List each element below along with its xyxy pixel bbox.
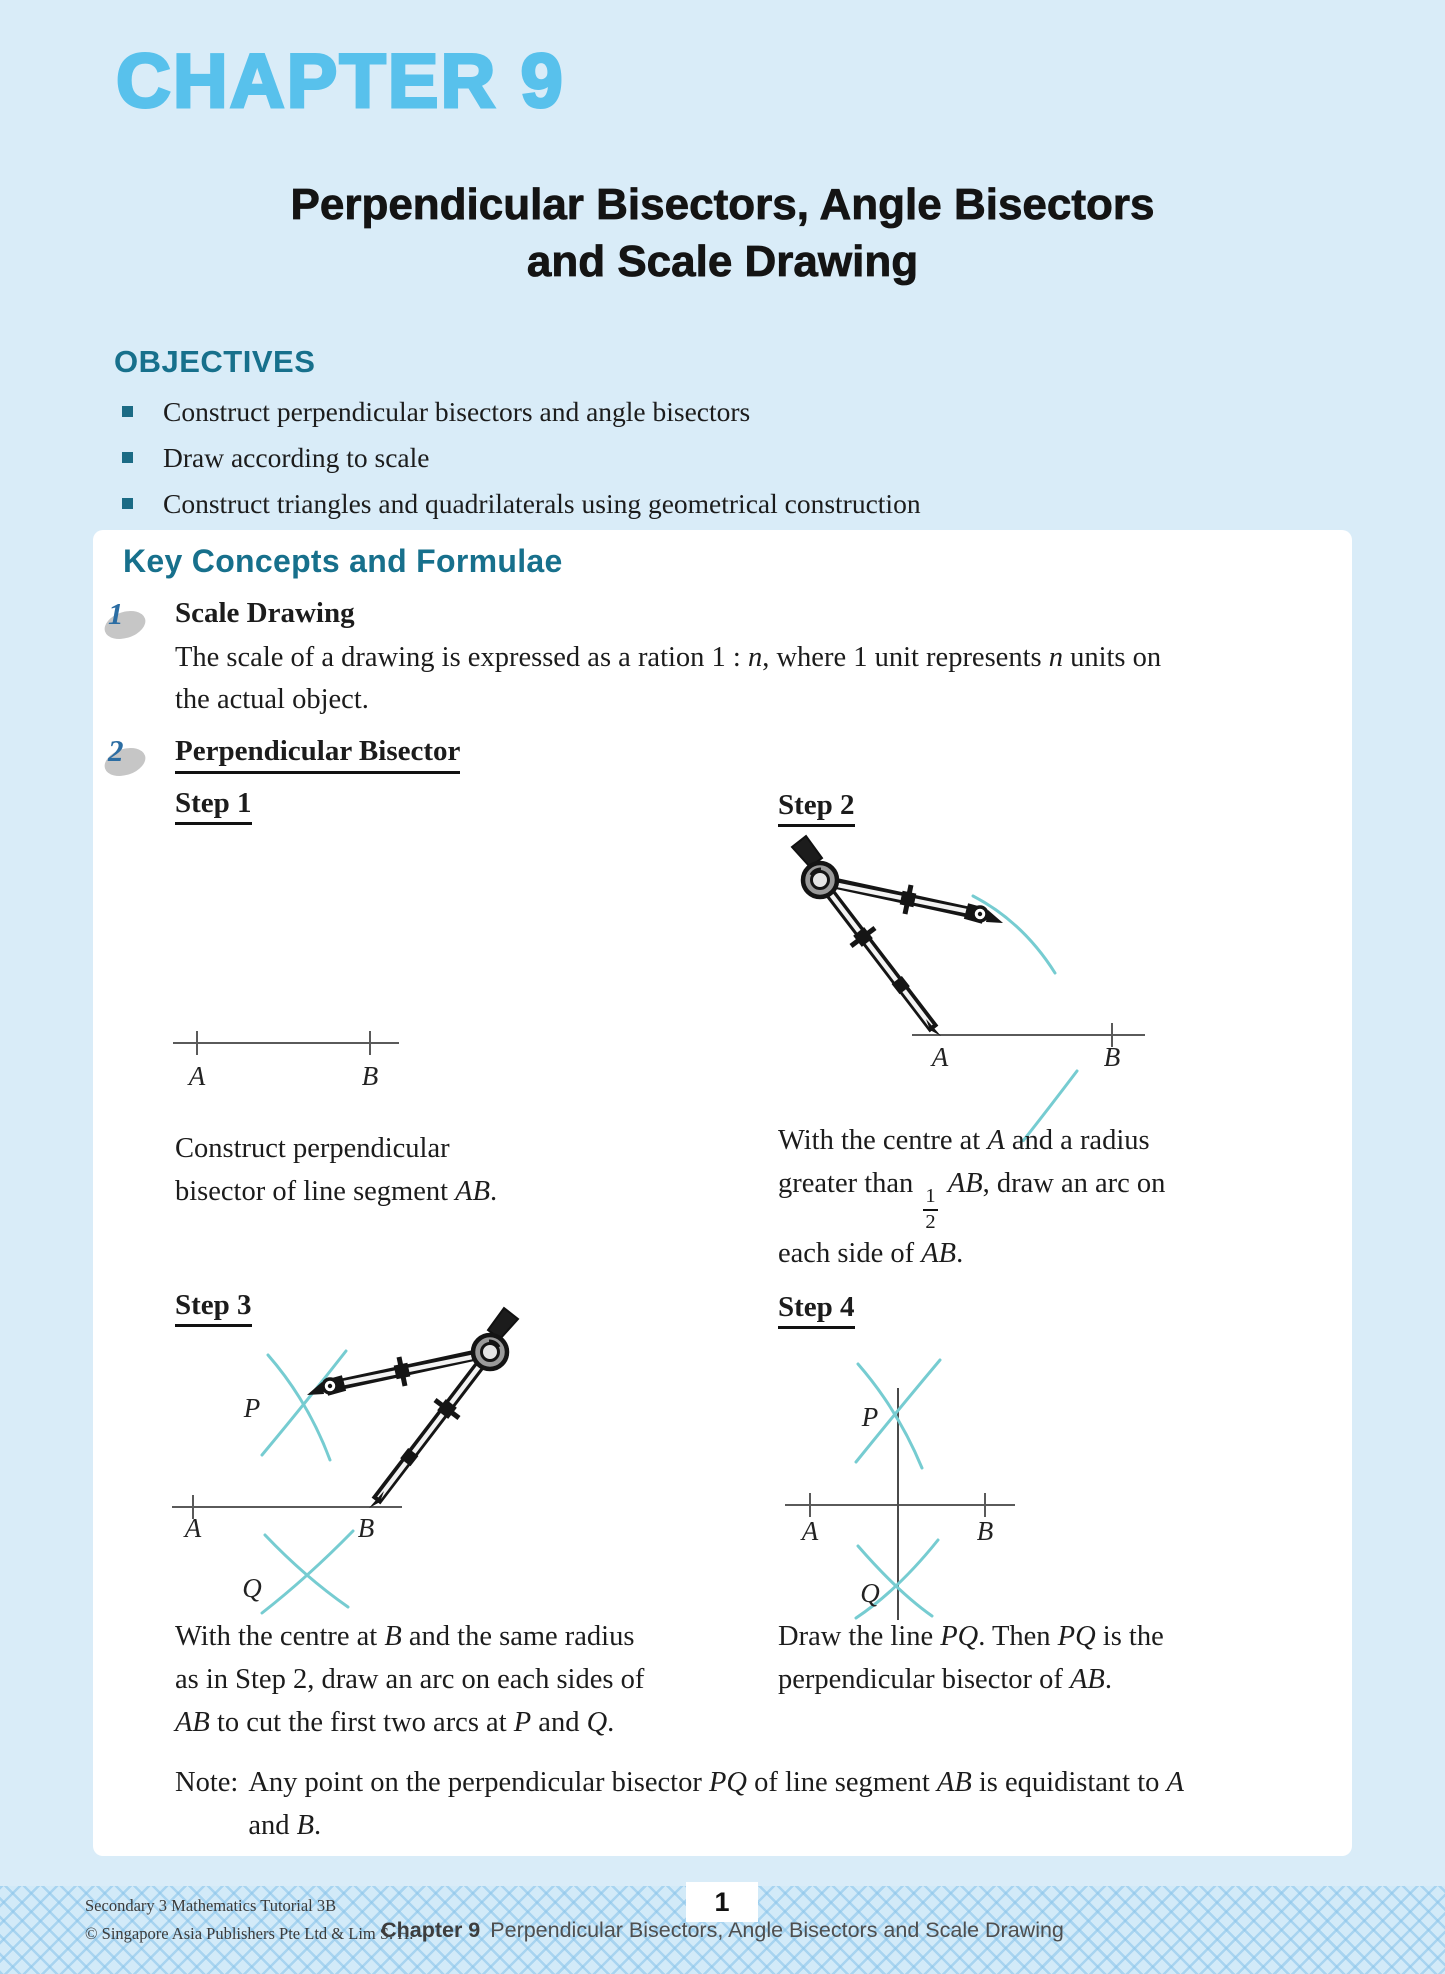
footer-chapter-line: [0, 1918, 1445, 1943]
section-number: 2: [108, 733, 124, 768]
step3-caption: With the centre at B and the same radius as in Step 2, draw an arc on each sides of AB to cut the first two arcs at P and Q.: [175, 1621, 645, 1738]
point-p-label: P: [861, 1402, 879, 1432]
objectives-list: [114, 396, 1314, 534]
step1-caption: Construct perpendicular bisector of line segment AB.: [175, 1133, 498, 1207]
point-a-label: A: [931, 1042, 949, 1072]
step2-diagram: [760, 830, 1180, 1142]
note-text: Any point on the perpendicular bisector PQ of line segment AB is equidistant to A and B.: [248, 1767, 1184, 1841]
section-title-perpendicular-bisector: Perpendicular Bisector: [175, 735, 460, 774]
page-title-line1: Perpendicular Bisectors, Angle Bisectors: [290, 180, 1155, 229]
step4-heading: Step 4: [778, 1291, 855, 1329]
arc-q-1: [265, 1535, 348, 1607]
chapter-label: CHAPTER 9: [116, 39, 565, 124]
arc-p-2: [262, 1351, 346, 1455]
point-b-label: B: [976, 1516, 994, 1546]
section-number-badge: [98, 596, 158, 648]
footer-chapter-title: Perpendicular Bisectors, Angle Bisectors and Scale Drawing: [490, 1918, 1064, 1942]
note: [175, 1762, 1335, 1848]
page-title: [0, 176, 1445, 290]
key-concepts-heading: Key Concepts and Formulae: [123, 543, 563, 579]
point-b-label: B: [1103, 1042, 1121, 1072]
point-a-label: A: [188, 1061, 206, 1091]
section-title-scale-drawing: Scale Drawing: [175, 597, 355, 629]
objective-text: Draw according to scale: [163, 442, 430, 473]
section-number: 1: [108, 596, 124, 631]
scale-drawing-body: The scale of a drawing is expressed as a ration 1 : n, where 1 unit represents n units on the actual object.: [175, 642, 1162, 715]
point-a-label: A: [184, 1513, 202, 1543]
point-q-label: Q: [242, 1573, 262, 1603]
step4-diagram: [770, 1330, 1090, 1630]
arc-p-1: [268, 1355, 330, 1460]
step4-caption: Draw the line PQ. Then PQ is the perpendicular bisector of AB.: [778, 1621, 1164, 1695]
footer-series-title: Secondary 3 Mathematics Tutorial 3B: [85, 1896, 337, 1915]
objective-item: [114, 488, 1314, 534]
section-number-badge: [98, 733, 158, 785]
step3-heading: Step 3: [175, 1289, 252, 1327]
objective-item: [114, 396, 1314, 442]
page-number: 1: [686, 1882, 758, 1922]
objective-item: [114, 442, 1314, 488]
objective-text: Construct perpendicular bisectors and angle bisectors: [163, 396, 751, 427]
objectives-heading: OBJECTIVES: [114, 344, 316, 379]
square-bullet-icon: [122, 452, 133, 463]
objective-text: Construct triangles and quadrilaterals using geometrical construction: [163, 488, 921, 519]
fraction: $\frac{1}{2}$: [925, 1185, 936, 1233]
page-title-line2: and Scale Drawing: [526, 237, 919, 287]
footer-copyright: © Singapore Asia Publishers Pte Ltd & Lim S. H.: [85, 1924, 414, 1944]
step1-heading: Step 1: [175, 787, 252, 825]
compass-icon: [307, 1308, 518, 1508]
point-b-label: B: [361, 1061, 379, 1091]
step2-caption: With the centre at A and a radius greater than $\frac{1}{2}$ AB, draw an arc on each side of AB.: [778, 1125, 1166, 1270]
square-bullet-icon: [122, 406, 133, 417]
point-q-label: Q: [860, 1578, 880, 1608]
point-p-label: P: [243, 1393, 261, 1423]
compass-icon: [792, 836, 1003, 1036]
step1-diagram: [150, 985, 430, 1100]
note-label: Note:: [175, 1767, 239, 1798]
step3-diagram: [140, 1305, 670, 1645]
point-a-label: A: [801, 1516, 819, 1546]
footer-chapter-label: Chapter 9: [381, 1918, 481, 1942]
square-bullet-icon: [122, 498, 133, 509]
point-b-label: B: [357, 1513, 375, 1543]
step2-heading: Step 2: [778, 789, 855, 827]
